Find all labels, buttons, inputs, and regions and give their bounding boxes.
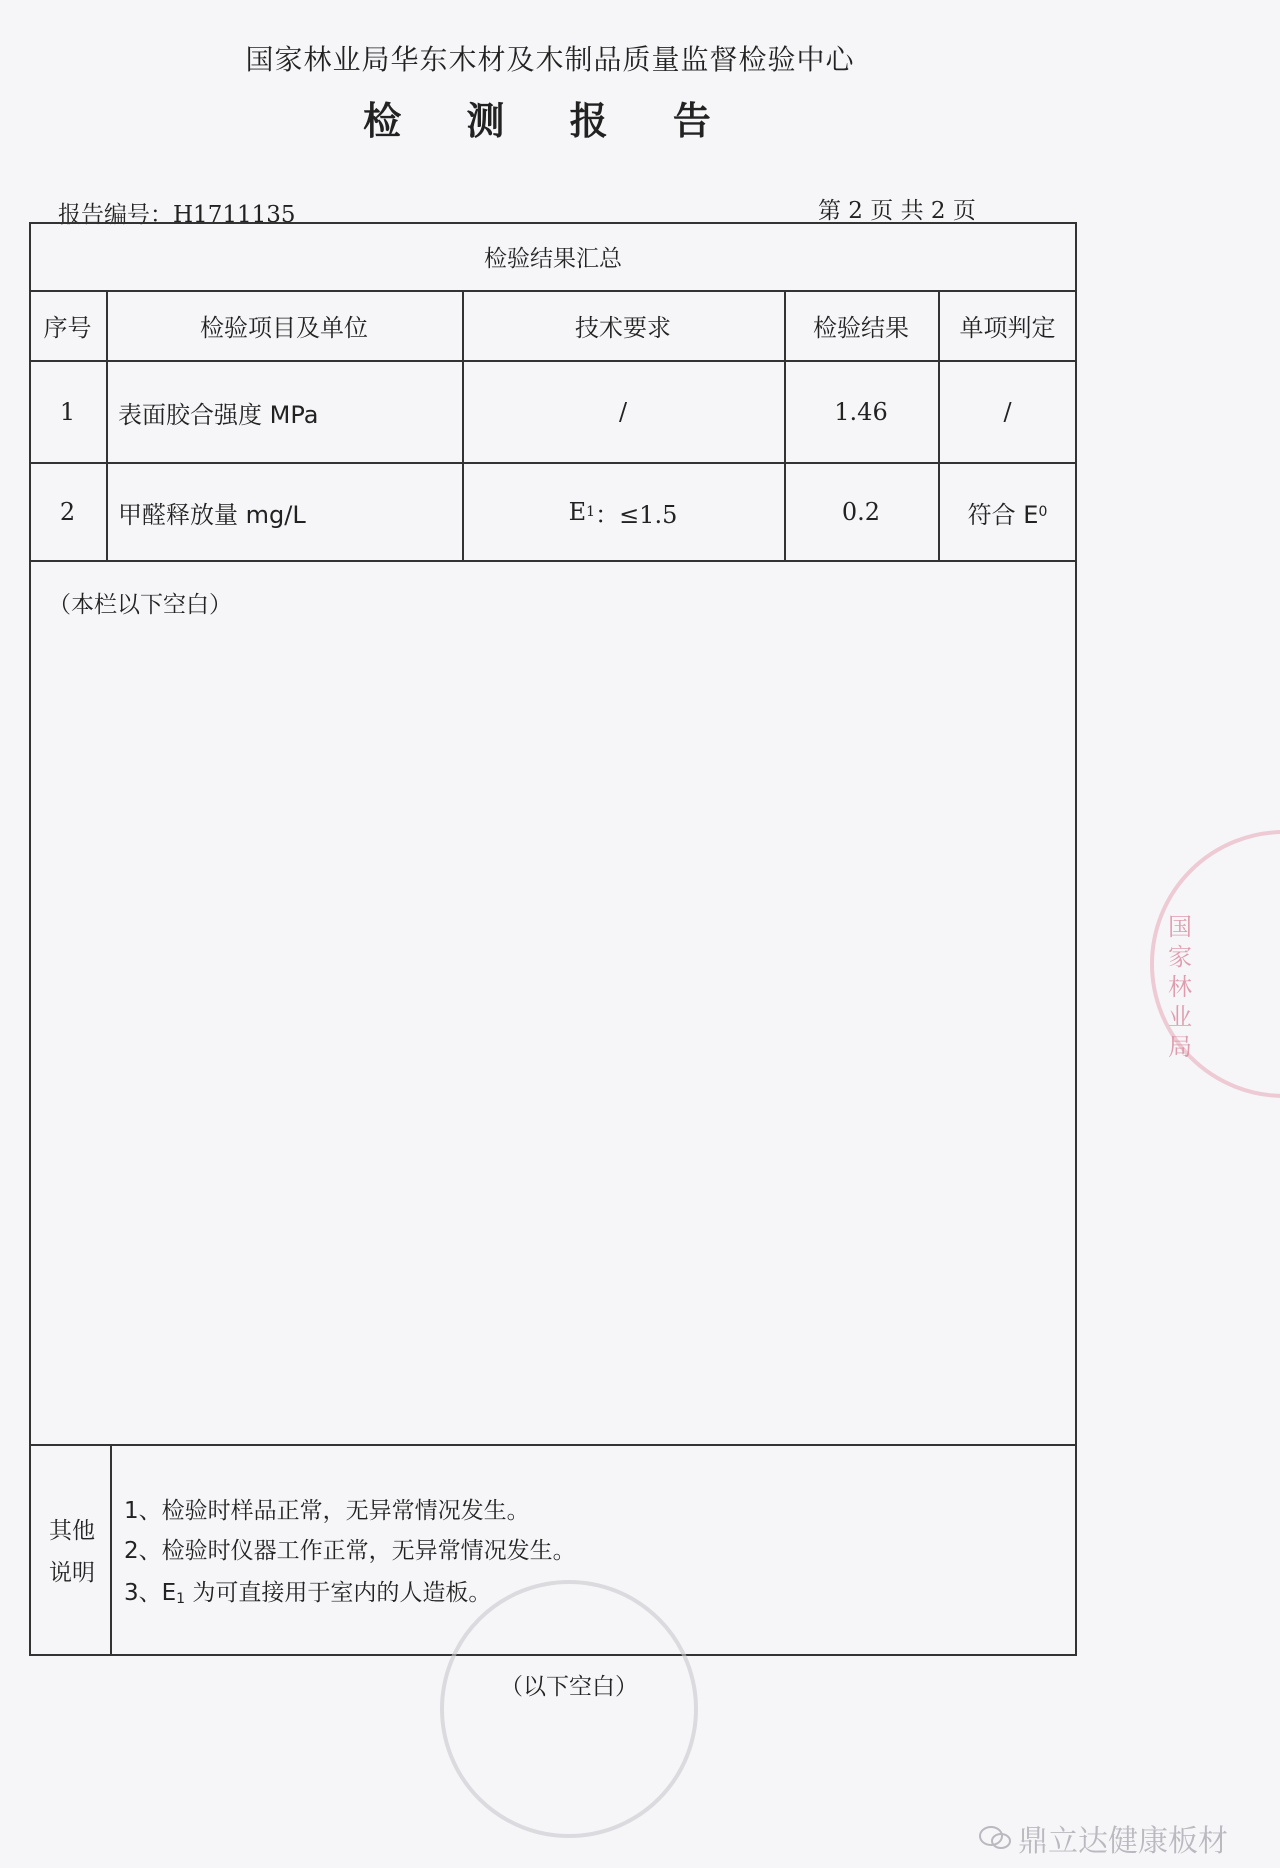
rule	[29, 1444, 1077, 1446]
organization-name: 国家林业局华东木材及木制品质量监督检验中心	[245, 43, 855, 76]
remarks-label-line1: 其他	[49, 1518, 95, 1544]
report-number: 报告编号：H1711135	[58, 202, 296, 228]
header-no: 序号	[43, 313, 92, 342]
embossed-seal	[440, 1580, 698, 1838]
report-title: 检 测 报 告	[363, 99, 737, 143]
rule	[110, 1444, 112, 1656]
remark-line-2: 2、检验时仪器工作正常，无异常情况发生。	[124, 1538, 576, 1564]
row1-no: 1	[59, 398, 76, 426]
remark3-suffix: 为可直接用于室内的人造板。	[185, 1580, 492, 1606]
remark3-prefix: 3、E	[124, 1580, 177, 1606]
row1-item: 表面胶合强度 MPa	[118, 400, 319, 429]
watermark-text: 鼎立达健康板材	[1018, 1824, 1228, 1859]
header-requirement: 技术要求	[575, 313, 671, 342]
row2-requirement	[462, 464, 784, 560]
wechat-icon	[978, 1826, 1012, 1850]
summary-title: 检验结果汇总	[484, 245, 622, 272]
rule	[29, 560, 1077, 562]
row2-judge-prefix: 符合 E	[967, 500, 1039, 529]
blank-note: （本栏以下空白）	[48, 592, 232, 618]
header-result: 检验结果	[813, 313, 909, 342]
row2-judge-sub: 0	[1038, 504, 1048, 520]
header-judgement: 单项判定	[959, 313, 1056, 342]
remark-line-1: 1、检验时样品正常，无异常情况发生。	[124, 1498, 530, 1524]
row2-req-prefix: E	[568, 498, 587, 526]
page-number: 第 2 页 共 2 页	[818, 198, 976, 224]
remark-line-3	[124, 1574, 491, 1607]
end-note: （以下空白）	[500, 1674, 638, 1700]
row1-judgement: /	[1003, 398, 1012, 426]
row1-result: 1.46	[834, 398, 888, 426]
row2-no: 2	[59, 498, 76, 526]
row2-item: 甲醛释放量 mg/L	[118, 500, 306, 529]
watermark	[978, 1816, 1228, 1860]
header-item: 检验项目及单位	[200, 313, 368, 342]
row2-result: 0.2	[841, 498, 881, 526]
row2-judgement	[938, 464, 1077, 560]
official-seal-text: 国 家 林 业 局	[1168, 913, 1192, 1061]
row2-req-suffix: ：≤1.5	[595, 500, 678, 529]
remarks-label	[40, 1510, 104, 1594]
row2-req-sub: 1	[586, 504, 596, 520]
row1-requirement: /	[618, 398, 628, 426]
remark3-sub: 1	[176, 1591, 186, 1607]
remarks-label-line2: 说明	[49, 1560, 95, 1586]
